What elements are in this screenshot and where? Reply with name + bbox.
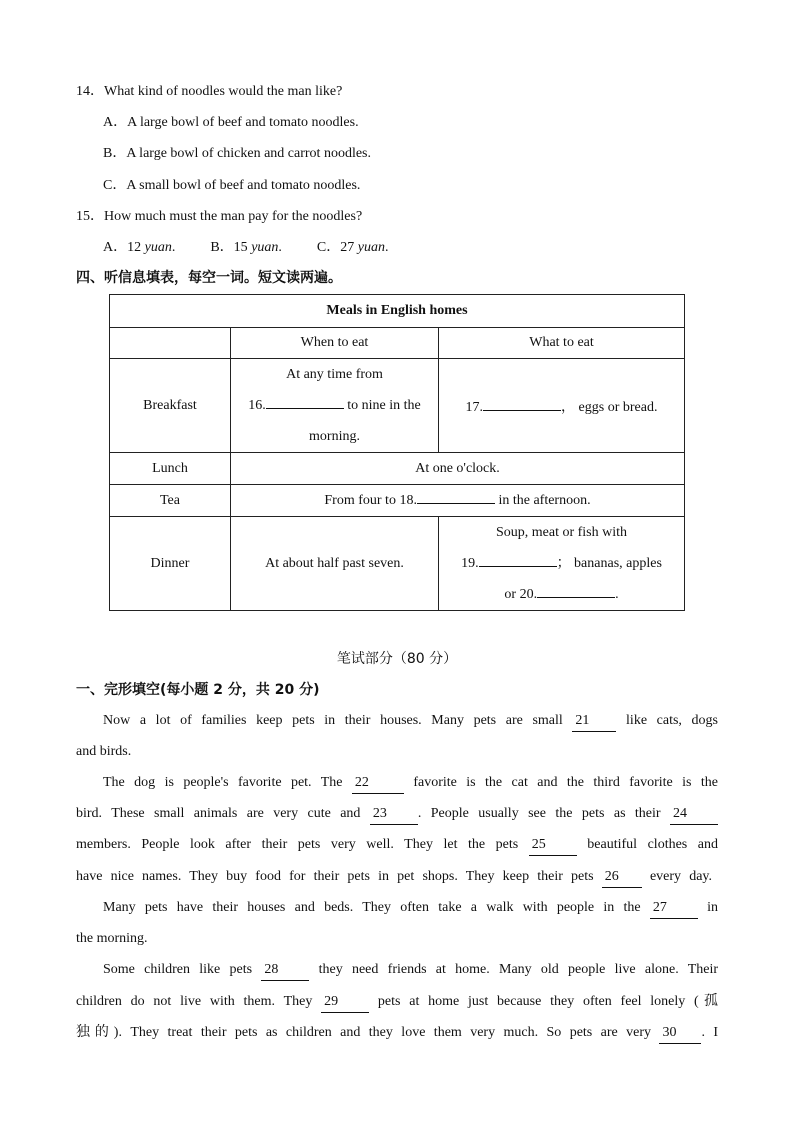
q15-option-a: A．12 yuan.	[103, 240, 176, 255]
blank-29[interactable]: 29	[321, 992, 369, 1013]
row-tea-label: Tea	[110, 485, 231, 517]
q15-question: 15．How much must the man pay for the noodles?	[76, 209, 363, 224]
blank-25[interactable]: 25	[529, 835, 577, 856]
blank-20[interactable]	[537, 597, 615, 598]
row-lunch-label: Lunch	[110, 453, 231, 485]
para4-line3: 独的). They treat their pets as children and they love them very much. So pets are very 30 . I	[76, 1023, 718, 1044]
q14-question: 14．What kind of noodles would the man like?	[76, 84, 343, 99]
para4-line2: children do not live with them. They 29 pets at home just because they often feel lonely (孤	[76, 992, 718, 1013]
row-breakfast-what: 17. ， eggs or bread.	[439, 359, 685, 453]
para2-line4: have nice names. They buy food for their pets in pet shops. They keep their pets 26 every day.	[76, 867, 712, 888]
row-dinner-when: At about half past seven.	[231, 517, 439, 611]
table-title: Meals in English homes	[110, 295, 685, 328]
q14-option-a: A．A large bowl of beef and tomato noodles.	[103, 115, 359, 130]
para2-line2: bird. These small animals are very cute and 23 . People usually see the pets as their 24	[76, 804, 718, 825]
table-header-when: When to eat	[231, 328, 439, 359]
cloze-section-title: 一、完形填空(每小题 2 分，共 20 分)	[76, 682, 320, 698]
para2-line3: members. People look after their pets very well. They let the pets 25 beautiful clothes and	[76, 835, 718, 856]
para1-line2: and birds.	[76, 744, 132, 759]
para3-line1: Many pets have their houses and beds. They often take a walk with people in the 27 in	[76, 898, 718, 919]
para3-line2: the morning.	[76, 931, 148, 946]
blank-28[interactable]: 28	[261, 960, 309, 981]
para1-line1: Now a lot of families keep pets in their houses. Many pets are small 21 like cats, dogs	[76, 711, 718, 732]
para4-line1: Some children like pets 28 they need friends at home. Many old people live alone. Their	[76, 960, 718, 981]
meals-table	[109, 294, 685, 611]
written-part-title: 笔试部分（80 分）	[336, 651, 458, 667]
blank-16[interactable]	[266, 408, 344, 409]
q15-option-b: B．15 yuan.	[210, 240, 282, 255]
q14-option-c: C．A small bowl of beef and tomato noodles.	[103, 178, 361, 193]
row-dinner-what: Soup, meat or fish with 19. ； bananas, apples or 20. .	[439, 517, 685, 611]
table-header-empty	[110, 328, 231, 359]
blank-18[interactable]	[417, 503, 495, 504]
blank-24[interactable]: 24	[670, 804, 718, 825]
row-breakfast-when: At any time from 16. to nine in the morning.	[231, 359, 439, 453]
q14-option-b: B．A large bowl of chicken and carrot noodles.	[103, 146, 372, 161]
row-dinner-label: Dinner	[110, 517, 231, 611]
blank-19[interactable]	[479, 566, 557, 567]
row-lunch-value: At one o'clock.	[231, 453, 685, 485]
q15-option-c: C．27 yuan.	[316, 240, 389, 255]
q15-options	[103, 238, 388, 258]
table-header-what: What to eat	[439, 328, 685, 359]
blank-22[interactable]: 22	[352, 773, 404, 794]
blank-27[interactable]: 27	[650, 898, 698, 919]
section4-title: 四、听信息填表，每空一词。短文读两遍。	[76, 270, 342, 286]
row-breakfast-label: Breakfast	[110, 359, 231, 453]
blank-26[interactable]: 26	[602, 867, 642, 888]
blank-30[interactable]: 30	[659, 1023, 701, 1044]
blank-23[interactable]: 23	[370, 804, 418, 825]
blank-21[interactable]: 21	[572, 711, 616, 732]
para2-line1: The dog is people's favorite pet. The 22 favorite is the cat and the third favorite is the	[76, 773, 718, 794]
row-tea-value: From four to 18. in the afternoon.	[231, 485, 685, 517]
blank-17[interactable]	[483, 410, 561, 411]
